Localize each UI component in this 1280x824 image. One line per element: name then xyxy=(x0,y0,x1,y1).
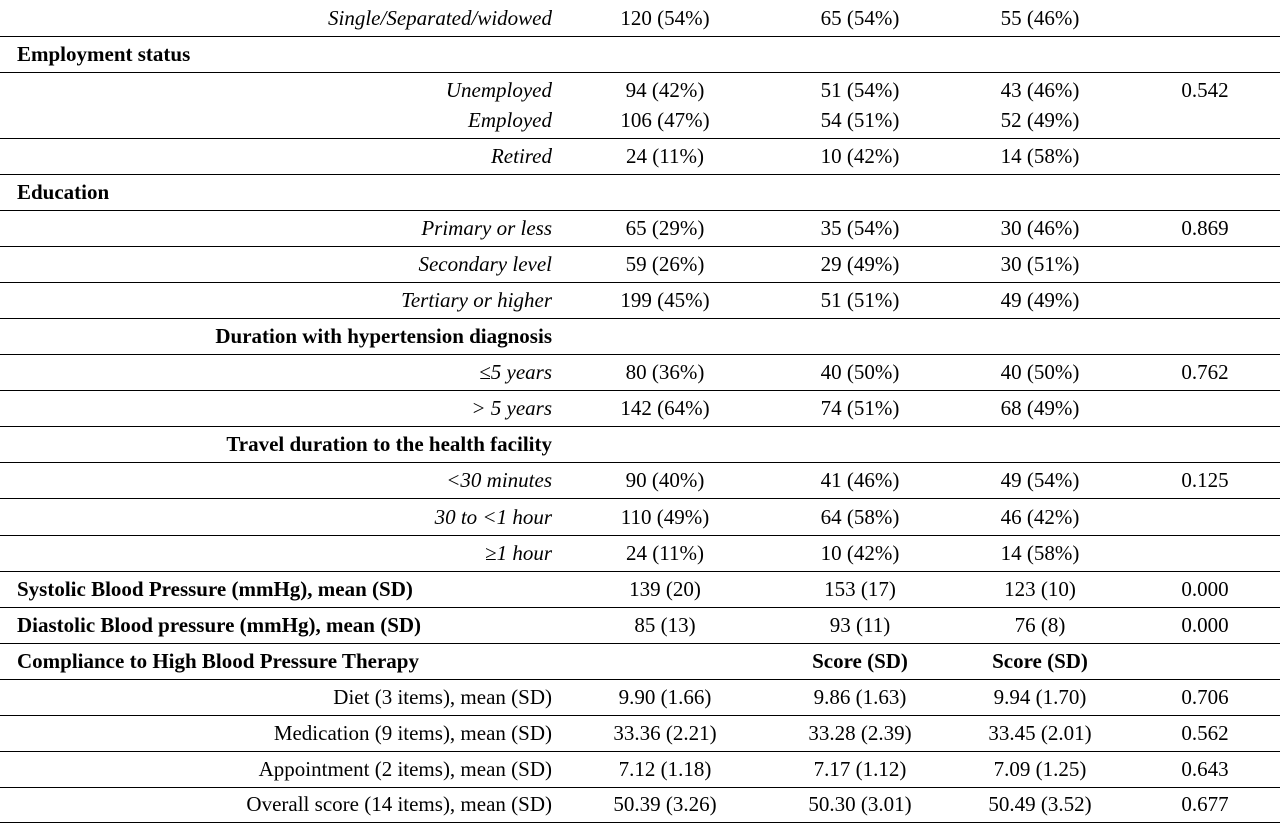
cell-total: 59 (26%) xyxy=(625,252,705,276)
cell-p-value: 0.643 xyxy=(1181,757,1229,781)
cell-group-b: 14 (58%) xyxy=(1000,144,1080,168)
cell-group-a: 54 (51%) xyxy=(820,108,900,132)
row-label: Primary or less xyxy=(421,216,552,240)
cell-group-a: 10 (42%) xyxy=(820,144,900,168)
cell-group-b: 49 (54%) xyxy=(1000,468,1080,492)
column-subheader: Score (SD) xyxy=(812,649,908,673)
section-header-row xyxy=(0,36,1280,73)
cell-p-value: 0.677 xyxy=(1181,792,1229,816)
section-header: Education xyxy=(17,180,110,204)
table-row xyxy=(0,0,1280,37)
row-label: Diet (3 items), mean (SD) xyxy=(333,685,552,709)
cell-total: 50.39 (3.26) xyxy=(613,792,717,816)
row-label: ≥1 hour xyxy=(485,541,552,565)
cell-total: 33.36 (2.21) xyxy=(613,721,717,745)
cell-p-value: 0.000 xyxy=(1181,577,1229,601)
cell-group-b: 30 (46%) xyxy=(1000,216,1080,240)
row-label: Single/Separated/widowed xyxy=(328,6,552,30)
table-row xyxy=(0,751,1280,788)
cell-p-value xyxy=(1140,0,1270,36)
cell-group-b: 7.09 (1.25) xyxy=(993,757,1087,781)
cell-p-value: 0.706 xyxy=(1181,685,1229,709)
table-row xyxy=(0,354,1280,391)
cell-p-value xyxy=(1140,535,1270,571)
cell-group-a: 33.28 (2.39) xyxy=(808,721,912,745)
table-row xyxy=(0,715,1280,752)
cell-p-value xyxy=(1140,246,1270,282)
cell-group-a: 9.86 (1.63) xyxy=(813,685,907,709)
cell-group-b: 46 (42%) xyxy=(1000,505,1080,529)
cell-total: 139 (20) xyxy=(629,577,701,601)
cell-p-value: 0.762 xyxy=(1181,360,1229,384)
cell-total: 106 (47%) xyxy=(620,108,710,132)
cell-total: 120 (54%) xyxy=(620,6,710,30)
cell-group-a: 51 (54%) xyxy=(820,78,900,102)
row-label: Overall score (14 items), mean (SD) xyxy=(246,792,552,816)
cell-group-a: 65 (54%) xyxy=(820,6,900,30)
cell-total: 90 (40%) xyxy=(625,468,705,492)
cell-total: 65 (29%) xyxy=(625,216,705,240)
table-row xyxy=(0,462,1280,499)
cell-group-a: 7.17 (1.12) xyxy=(813,757,907,781)
row-label: Tertiary or higher xyxy=(401,288,552,312)
cell-p-value: 0.562 xyxy=(1181,721,1229,745)
table-row xyxy=(0,571,1280,608)
cell-group-a: 74 (51%) xyxy=(820,396,900,420)
cell-group-a: 29 (49%) xyxy=(820,252,900,276)
cell-group-b: 50.49 (3.52) xyxy=(988,792,1092,816)
table-row xyxy=(0,210,1280,247)
cell-total: 94 (42%) xyxy=(625,78,705,102)
table-row xyxy=(0,282,1280,319)
section-header-row xyxy=(0,426,1280,463)
section-header: Compliance to High Blood Pressure Therapy xyxy=(17,649,419,673)
cell-group-b: 68 (49%) xyxy=(1000,396,1080,420)
section-header: Duration with hypertension diagnosis xyxy=(215,324,552,348)
section-header-row xyxy=(0,643,1280,680)
cell-group-a: 64 (58%) xyxy=(820,505,900,529)
cell-group-a: 35 (54%) xyxy=(820,216,900,240)
table-row xyxy=(0,390,1280,427)
cell-group-b: 40 (50%) xyxy=(1000,360,1080,384)
row-label: Systolic Blood Pressure (mmHg), mean (SD) xyxy=(17,577,413,601)
cell-total: 142 (64%) xyxy=(620,396,710,420)
cell-group-b: 49 (49%) xyxy=(1000,288,1080,312)
cell-total: 9.90 (1.66) xyxy=(618,685,712,709)
cell-group-a: 153 (17) xyxy=(824,577,896,601)
table-row xyxy=(0,138,1280,175)
row-label: ≤5 years xyxy=(479,360,552,384)
section-header-row xyxy=(0,174,1280,211)
table-row xyxy=(0,535,1280,572)
cell-group-a: 50.30 (3.01) xyxy=(808,792,912,816)
cell-total: 85 (13) xyxy=(634,613,696,637)
table-row xyxy=(0,246,1280,283)
table-row xyxy=(0,607,1280,644)
cell-group-a: 93 (11) xyxy=(829,613,891,637)
cell-p-value: 0.542 xyxy=(1181,78,1229,102)
cell-group-b: 123 (10) xyxy=(1004,577,1076,601)
row-label: Unemployed xyxy=(445,78,552,102)
row-label: Diastolic Blood pressure (mmHg), mean (SD) xyxy=(17,613,422,637)
row-label: 30 to <1 hour xyxy=(434,505,552,529)
cell-total: 199 (45%) xyxy=(620,288,710,312)
cell-total: 110 (49%) xyxy=(620,505,710,529)
cell-p-value: 0.125 xyxy=(1181,468,1229,492)
cell-group-a: 40 (50%) xyxy=(820,360,900,384)
row-label: Retired xyxy=(490,144,552,168)
row-label: Secondary level xyxy=(418,252,552,276)
cell-p-value xyxy=(1140,499,1270,535)
cell-group-b: 43 (46%) xyxy=(1000,78,1080,102)
cell-group-b: 52 (49%) xyxy=(1000,108,1080,132)
cell-group-a: 10 (42%) xyxy=(820,541,900,565)
section-header: Employment status xyxy=(17,42,191,66)
cell-p-value xyxy=(1140,138,1270,174)
row-label: Appointment (2 items), mean (SD) xyxy=(258,757,552,781)
cell-group-b: 33.45 (2.01) xyxy=(988,721,1092,745)
cell-p-value: 0.000 xyxy=(1181,613,1229,637)
row-label: Employed xyxy=(468,108,552,132)
cell-total: 80 (36%) xyxy=(625,360,705,384)
cell-group-a: 41 (46%) xyxy=(820,468,900,492)
table-row xyxy=(0,679,1280,716)
section-header: Travel duration to the health facility xyxy=(226,432,552,456)
cell-p-value xyxy=(1140,102,1270,138)
cell-group-a: 51 (51%) xyxy=(820,288,900,312)
row-label: Medication (9 items), mean (SD) xyxy=(273,721,552,745)
table-row xyxy=(0,102,1280,139)
row-label: <30 minutes xyxy=(446,468,552,492)
cell-total: 7.12 (1.18) xyxy=(618,757,712,781)
cell-group-b: 55 (46%) xyxy=(1000,6,1080,30)
cell-group-b: 14 (58%) xyxy=(1000,541,1080,565)
cell-total: 24 (11%) xyxy=(626,144,704,168)
cell-p-value: 0.869 xyxy=(1181,216,1229,240)
column-subheader: Score (SD) xyxy=(992,649,1088,673)
row-label: > 5 years xyxy=(471,396,552,420)
cell-p-value xyxy=(1140,390,1270,426)
cell-p-value xyxy=(1140,282,1270,318)
cell-group-b: 9.94 (1.70) xyxy=(993,685,1087,709)
table-row xyxy=(0,499,1280,536)
cell-group-b: 76 (8) xyxy=(1014,613,1066,637)
section-header-row xyxy=(0,318,1280,355)
cell-total: 24 (11%) xyxy=(626,541,704,565)
cell-group-b: 30 (51%) xyxy=(1000,252,1080,276)
table-row xyxy=(0,786,1280,823)
